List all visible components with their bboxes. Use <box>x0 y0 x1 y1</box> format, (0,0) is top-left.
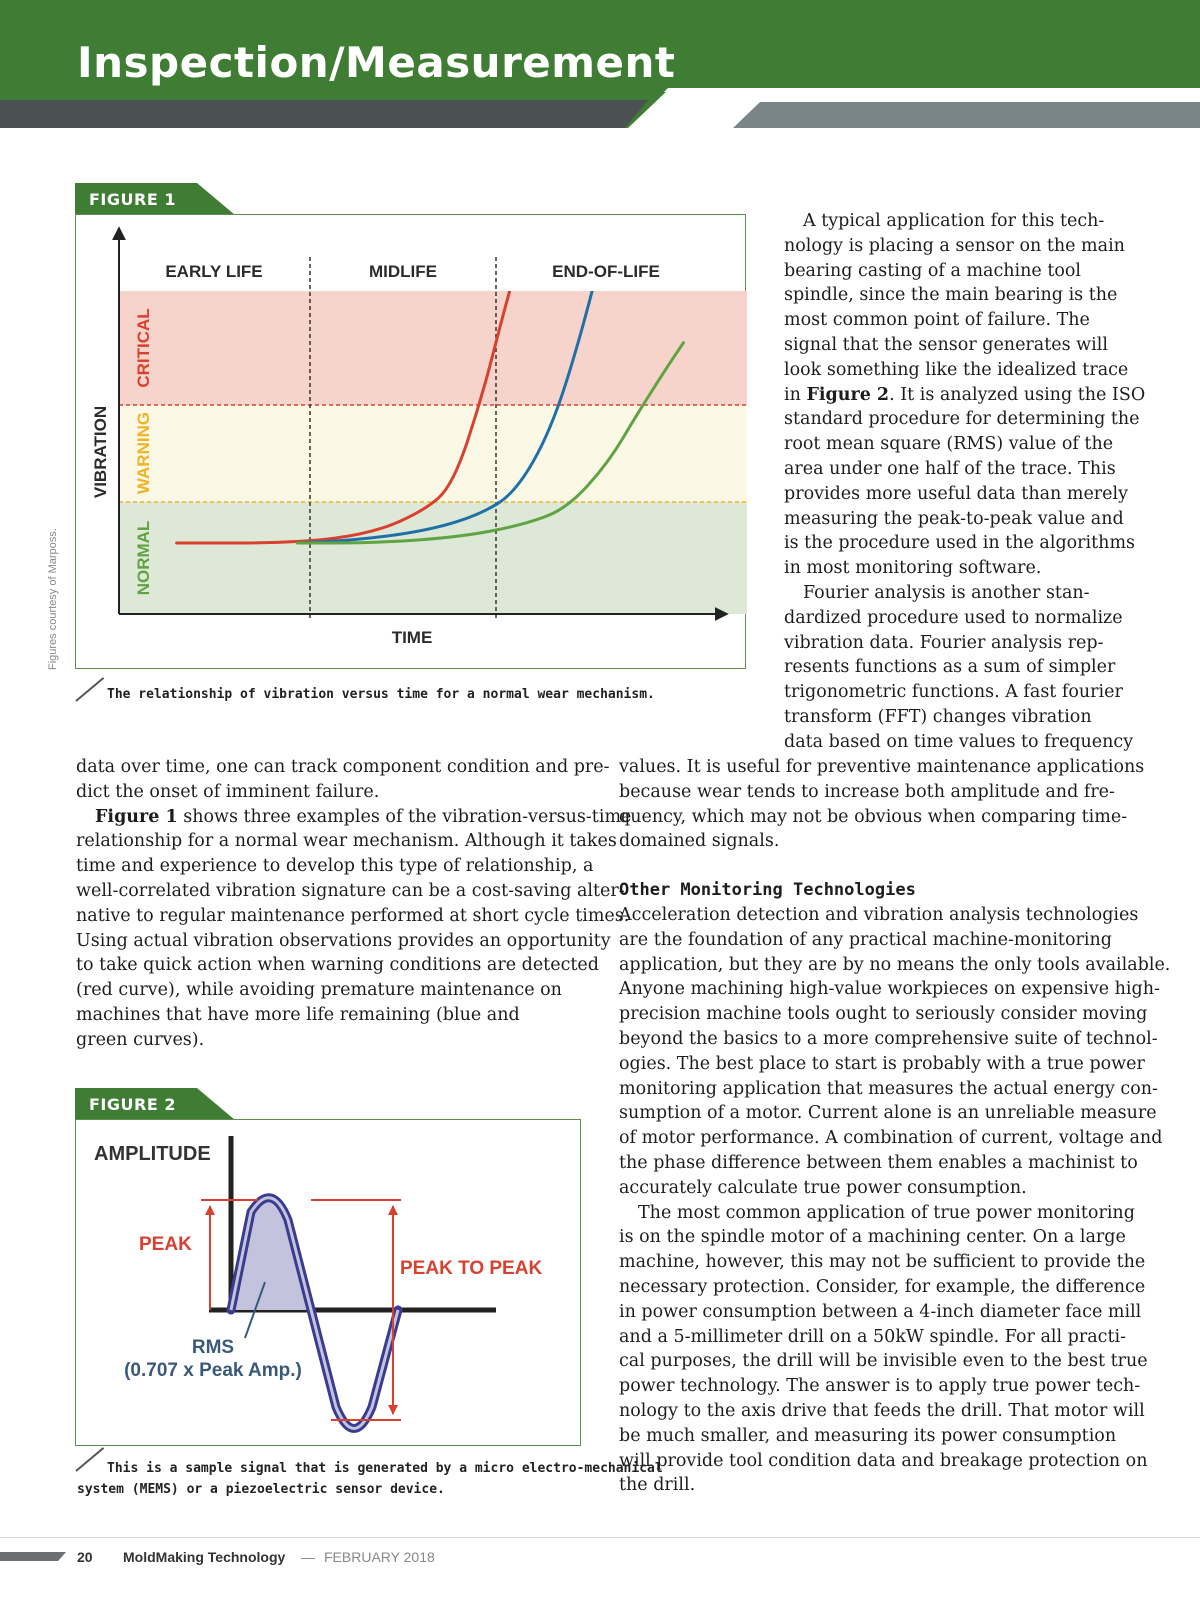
text-line: accurately calculate true power consumption. <box>619 1177 1027 1198</box>
figure1-reference: Figure 1 <box>95 806 178 827</box>
peak-to-peak-label: PEAK TO PEAK <box>400 1258 543 1279</box>
section-title: Inspection/Measurement <box>77 38 676 87</box>
text-line: ogies. The best place to start is probably with a true power <box>619 1053 1145 1074</box>
figure2-signal <box>76 1120 582 1447</box>
figure2-frame <box>75 1119 581 1446</box>
text-line: time and experience to develop this type of relationship, a <box>76 856 594 877</box>
text-line: sumption of a motor. Current alone is an unreliable measure <box>619 1103 1157 1124</box>
text-line: relationship for a normal wear mechanism. Although it takes <box>76 831 617 852</box>
text-line: are the foundation of any practical machine-monitoring <box>619 929 1112 950</box>
text-line: necessary protection. Consider, for example, the difference <box>619 1276 1146 1297</box>
text-line: measuring the peak-to-peak value and <box>784 508 1124 529</box>
text-line: well-correlated vibration signature can be a cost-saving alter- <box>76 880 625 901</box>
publication-name: MoldMaking Technology <box>123 1549 286 1565</box>
rms-formula: (0.707 x Peak Amp.) <box>124 1360 302 1381</box>
rms-label: RMS <box>191 1337 235 1358</box>
text-line: precision machine tools ought to seriously consider moving <box>619 1004 1148 1025</box>
phase-label-end: END-OF-LIFE <box>552 262 660 281</box>
left-column <box>76 755 632 1053</box>
text-line: look something like the idealized trace <box>784 359 1129 380</box>
amplitude-label: AMPLITUDE <box>94 1143 211 1165</box>
text-line: spindle, since the main bearing is the <box>784 285 1118 306</box>
text-line: is the procedure used in the algorithms <box>784 533 1136 554</box>
issue-date: FEBRUARY 2018 <box>324 1549 435 1565</box>
footer-bar <box>0 1552 66 1561</box>
text-line: beyond the basics to a more comprehensive suite of technol- <box>619 1028 1158 1049</box>
paragraph-first-line <box>76 805 632 830</box>
right-column-wide <box>619 755 1171 1498</box>
zone-warning <box>119 405 747 502</box>
text-line: data over time, one can track component condition and pre- <box>76 757 610 777</box>
figure1-caption-slash <box>75 677 104 702</box>
text-line: (red curve), while avoiding premature maintenance on <box>76 980 562 1001</box>
text-line: domained signals. <box>619 831 780 852</box>
text-line: power technology. The answer is to apply true power tech- <box>619 1376 1141 1397</box>
text-line: area under one half of the trace. This <box>784 458 1116 479</box>
text-line: because wear tends to increase both amplitude and fre- <box>619 781 1115 802</box>
y-axis-label: VIBRATION <box>91 405 110 499</box>
text-line: machines that have more life remaining (blue and <box>76 1004 520 1025</box>
text-line: dict the onset of imminent failure. <box>76 781 380 802</box>
text-line: in most monitoring software. <box>784 558 1042 579</box>
text-line: values. It is useful for preventive maintenance applications <box>619 757 1145 777</box>
text-line: A typical application for this tech- <box>803 211 1105 231</box>
text-line: dardized procedure used to normalize <box>784 607 1123 628</box>
figure1-tab <box>75 183 235 215</box>
figure2-label: FIGURE 2 <box>89 1095 176 1114</box>
text-line: cal purposes, the drill will be invisible even to the best true <box>619 1351 1148 1372</box>
figure2-tab <box>75 1088 235 1120</box>
text-line: Using actual vibration observations provides an opportunity <box>76 930 611 951</box>
text-line: signal that the sensor generates will <box>784 334 1108 355</box>
figure2-reference: Figure 2 <box>806 384 890 405</box>
figure1-frame <box>75 214 746 669</box>
text-line: nology to the axis drive that feeds the drill. That motor will <box>619 1400 1145 1421</box>
text-line: trigonometric functions. A fast fourier <box>784 682 1123 703</box>
footer-separator: — <box>301 1549 315 1565</box>
text-line: bearing casting of a machine tool <box>784 260 1082 281</box>
text-line: be much smaller, and measuring its power consumption <box>619 1425 1117 1446</box>
text-line: in power consumption between a 4-inch diameter face mill <box>619 1301 1142 1322</box>
text-line: machine, however, this may not be sufficient to provide the <box>619 1252 1146 1273</box>
header-banner <box>0 0 1200 130</box>
text-line: application, but they are by no means the only tools available. <box>619 954 1171 975</box>
text-line: quency, which may not be obvious when comparing time- <box>619 806 1128 827</box>
text-line: data based on time values to frequency <box>784 731 1134 752</box>
text-line: The most common application of true power monitoring <box>638 1202 1135 1223</box>
phase-label-mid: MIDLIFE <box>369 262 437 281</box>
right-column-narrow <box>784 209 1146 755</box>
figure2-caption-slash <box>75 1447 104 1472</box>
phase-label-early: EARLY LIFE <box>165 262 263 281</box>
text-line: Acceleration detection and vibration analysis technologies <box>619 904 1139 925</box>
subheading: Other Monitoring Technologies <box>619 880 916 901</box>
text-line: standard procedure for determining the <box>784 409 1140 430</box>
text-line: nology is placing a sensor on the main <box>784 235 1125 256</box>
zone-label-critical: CRITICAL <box>134 308 153 388</box>
figure2-caption-line2: system (MEMS) or a piezoelectric sensor device. <box>77 1482 445 1497</box>
x-axis-label: TIME <box>391 628 433 647</box>
figure-credit: Figures courtesy of Marposs. <box>47 528 59 670</box>
zone-normal <box>119 502 747 614</box>
text-line: monitoring application that measures the actual energy con- <box>619 1078 1158 1099</box>
text-line: and a 5-millimeter drill on a 50kW spindle. For all practi- <box>619 1326 1126 1347</box>
footer-rule <box>0 1537 1200 1538</box>
text-line: is on the spindle motor of a machining center. On a large <box>619 1227 1126 1248</box>
text-line: to take quick action when warning conditions are detected <box>76 955 599 976</box>
text-line: transform (FFT) changes vibration <box>784 706 1092 727</box>
text-line <box>784 383 1146 408</box>
text-line: the drill. <box>619 1475 696 1496</box>
text-line: green curves). <box>76 1029 205 1050</box>
text-line: Fourier analysis is another stan- <box>803 582 1090 603</box>
text-span: shows three examples of the vibration-versus-time <box>177 806 632 827</box>
text-line: will provide tool condition data and breakage protection on <box>619 1450 1148 1471</box>
text-line: most common point of failure. The <box>784 310 1090 331</box>
text-line: root mean square (RMS) value of the <box>784 434 1114 455</box>
text-span: in <box>784 384 807 405</box>
page-number: 20 <box>77 1549 93 1565</box>
zone-label-normal: NORMAL <box>134 520 153 596</box>
text-line: Anyone machining high-value workpieces on expensive high- <box>619 979 1160 1000</box>
figure1-caption: The relationship of vibration versus time for a normal wear mechanism. <box>107 687 655 702</box>
text-line: provides more useful data than merely <box>784 483 1129 504</box>
text-line: resents functions as a sum of simpler <box>784 657 1116 678</box>
figure2-caption-line1: This is a sample signal that is generated by a micro electro-mechanical <box>107 1461 663 1476</box>
text-line: the phase difference between them enables a machinist to <box>619 1152 1138 1173</box>
text-span: . It is analyzed using the ISO <box>889 384 1146 405</box>
peak-label: PEAK <box>139 1234 192 1255</box>
text-line: of motor performance. A combination of current, voltage and <box>619 1128 1163 1149</box>
text-line: vibration data. Fourier analysis rep- <box>784 632 1104 653</box>
zone-label-warning: WARNING <box>134 411 153 495</box>
figure1-label: FIGURE 1 <box>89 190 176 209</box>
text-line: native to regular maintenance performed at short cycle times. <box>76 905 630 926</box>
figure1-chart <box>76 215 747 670</box>
